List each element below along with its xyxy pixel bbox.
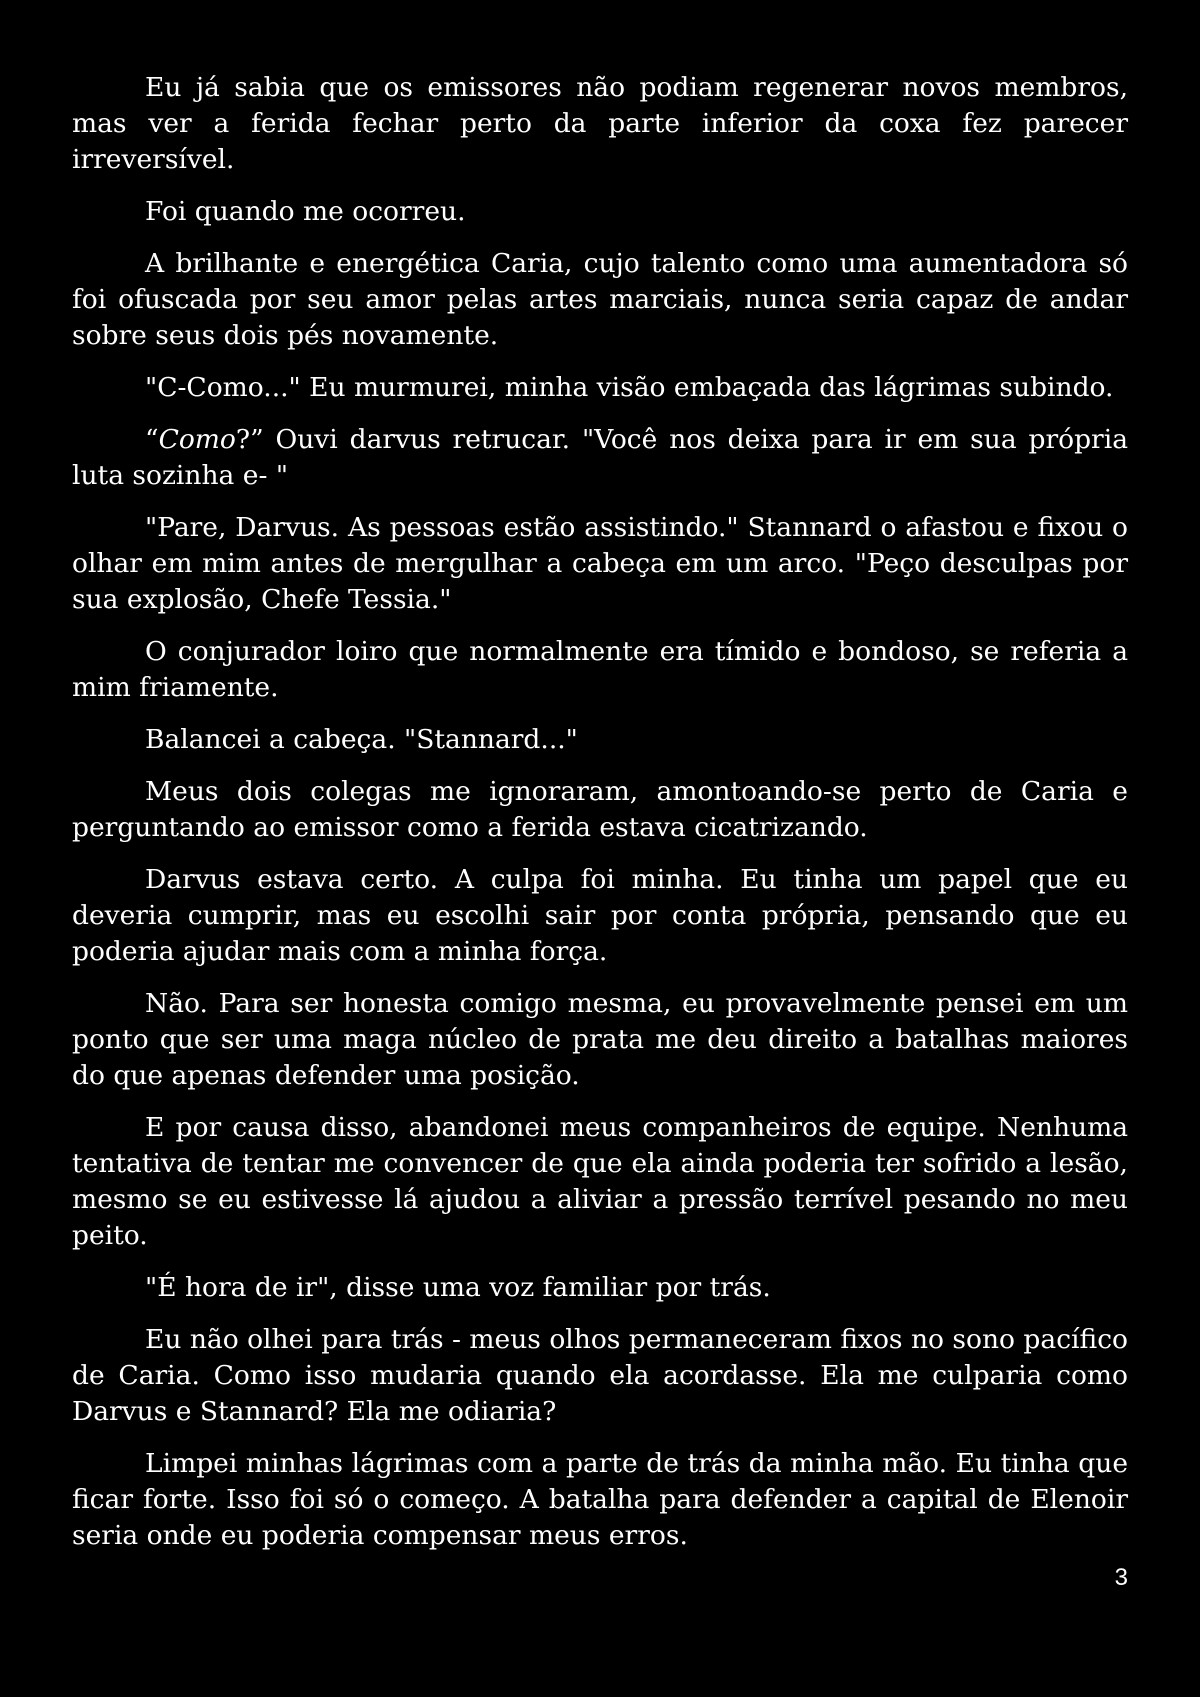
- paragraph: "É hora de ir", disse uma voz familiar por trás.: [145, 1272, 771, 1303]
- paragraph: Não. Para ser honesta comigo mesma, eu provavelmente pensei em um ponto que ser uma maga núcleo de prata me deu direito a batalhas maiores do que apenas defender uma posição.: [72, 988, 1128, 1091]
- paragraph-dialogue-como: [72, 422, 1128, 494]
- paragraph: Darvus estava certo. A culpa foi minha. Eu tinha um papel que eu deveria cumprir, mas eu escolhi sair por conta própria, pensando que eu poderia ajudar mais com a minha força.: [72, 864, 1128, 967]
- paragraph: A brilhante e energética Caria, cujo talento como uma aumentadora só foi ofuscada por seu amor pelas artes marciais, nunca seria capaz de andar sobre seus dois pés novamente.: [72, 248, 1128, 351]
- dialogue-rest: Ouvi darvus retrucar. "Você nos deixa para ir em sua própria luta sozinha e- ": [72, 424, 1128, 491]
- paragraph: Meus dois colegas me ignoraram, amontoando-se perto de Caria e perguntando ao emissor como a ferida estava cicatrizando.: [72, 776, 1128, 843]
- book-page: [72, 70, 1128, 1554]
- paragraph: Foi quando me ocorreu.: [145, 196, 466, 227]
- paragraph: Eu não olhei para trás - meus olhos permaneceram fixos no sono pacífico de Caria. Como isso mudaria quando ela acordasse. Ela me culparia como Darvus e Stannard? Ela me odiaria?: [72, 1324, 1128, 1427]
- paragraph: "Pare, Darvus. As pessoas estão assistindo." Stannard o afastou e fixou o olhar em mim antes de mergulhar a cabeça em um arco. "Peço desculpas por sua explosão, Chefe Tessia.": [72, 512, 1128, 615]
- paragraph: O conjurador loiro que normalmente era tímido e bondoso, se referia a mim friamente.: [72, 636, 1128, 703]
- page-number: 3: [1114, 1564, 1128, 1591]
- paragraph: Eu já sabia que os emissores não podiam regenerar novos membros, mas ver a ferida fechar perto da parte inferior da coxa fez parecer irreversível.: [72, 72, 1128, 175]
- open-quote: “: [145, 424, 159, 455]
- paragraph: "C-Como..." Eu murmurei, minha visão embaçada das lágrimas subindo.: [145, 372, 1114, 403]
- paragraph: E por causa disso, abandonei meus companheiros de equipe. Nenhuma tentativa de tentar me convencer de que ela ainda poderia ter sofrido a lesão, mesmo se eu estivesse lá ajudou a aliviar a pressão terrível pesando no meu peito.: [72, 1112, 1128, 1251]
- paragraph: Limpei minhas lágrimas com a parte de trás da minha mão. Eu tinha que ficar forte. Isso foi só o começo. A batalha para defender a capital de Elenoir seria onde eu poderia compensar meus erros.: [72, 1448, 1128, 1551]
- italic-word: Como: [158, 424, 236, 455]
- paragraph: Balancei a cabeça. "Stannard...": [145, 724, 578, 755]
- close-quote: ?”: [235, 424, 264, 455]
